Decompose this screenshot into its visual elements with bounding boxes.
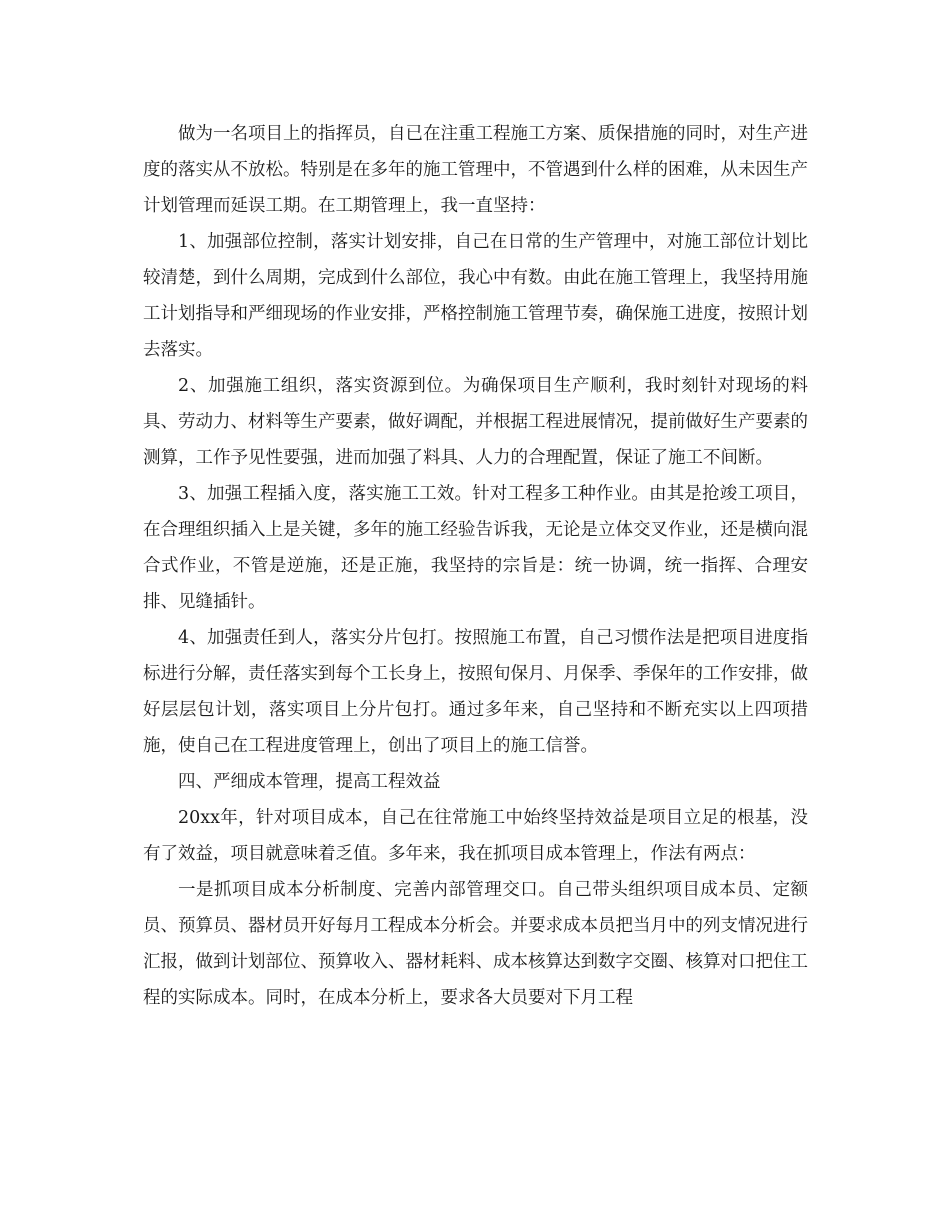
paragraph-item-1: 1、加强部位控制，落实计划安排，自己在日常的生产管理中，对施工部位计划比较清楚，到什么周期，完成到什么部位，我心中有数。由此在施工管理上，我坚持用施工计划指导和严细现场的作业安排，严格控制施工管理节奏，确保施工进度，按照计划去落实。 bbox=[143, 232, 808, 360]
paragraph-cost-point-1: 一是抓项目成本分析制度、完善内部管理交口。自己带头组织项目成本员、定额员、预算员、器材员开好每月工程成本分析会。并要求成本员把当月中的列支情况进行汇报，做到计划部位、预算收入、器材耗料、成本核算达到数字交圈、核算对口把住工程的实际成本。同时，在成本分析上，要求各大员要对下月工程 bbox=[143, 880, 808, 1008]
document-body bbox=[143, 116, 808, 1016]
paragraph-intro: 做为一名项目上的指挥员，自已在注重工程施工方案、质保措施的同时，对生产进度的落实从不放松。特别是在多年的施工管理中，不管遇到什么样的困难，从未因生产计划管理而延误工期。在工期管理上，我一直坚持： bbox=[143, 124, 808, 216]
paragraph-cost-intro: 20xx年，针对项目成本，自己在往常施工中始终坚持效益是项目立足的根基，没有了效益，项目就意味着乏值。多年来，我在抓项目成本管理上，作法有两点： bbox=[143, 808, 808, 864]
paragraph-item-4: 4、加强责任到人，落实分片包打。按照施工布置，自己习惯作法是把项目进度指标进行分解，责任落实到每个工长身上，按照旬保月、月保季、季保年的工作安排，做好层层包计划，落实项目上分片包打。通过多年来，自己坚持和不断充实以上四项措施，使自己在工程进度管理上，创出了项目上的施工信誉。 bbox=[143, 628, 808, 756]
paragraph-item-2: 2、加强施工组织，落实资源到位。为确保项目生产顺利，我时刻针对现场的料具、劳动力、材料等生产要素，做好调配，并根据工程进展情况，提前做好生产要素的测算，工作予见性要强，进而加强了料具、人力的合理配置，保证了施工不间断。 bbox=[143, 376, 808, 468]
paragraph-item-3: 3、加强工程插入度，落实施工工效。针对工程多工种作业。由其是抢竣工项目，在合理组织插入上是关键，多年的施工经验告诉我，无论是立体交叉作业，还是横向混合式作业，不管是逆施，还是正施，我坚持的宗旨是：统一协调，统一指挥、合理安排、见缝插针。 bbox=[143, 484, 808, 612]
section-heading-cost-management: 四、严细成本管理，提高工程效益 bbox=[178, 772, 441, 792]
